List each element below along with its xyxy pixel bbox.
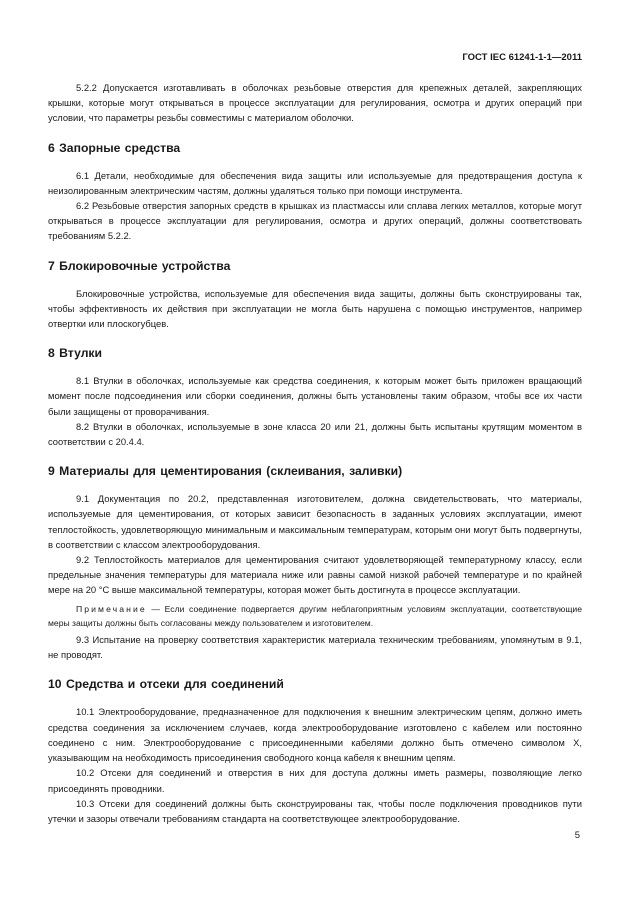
paragraph-6-2: 6.2 Резьбовые отверстия запорных средств в крышках из пластмассы или сплава легких металлов, которые могут открываться в процессе эксплуатации для регулирования, осмотра и других операций, должны соответствовать требованиям 5.2.2.: [48, 200, 582, 242]
note-text: — Если соединение подвергается другим неблагоприятным условиям эксплуатации, соответствующие меры защиты должны быть согласованы между пользователем и изготовителем.: [48, 603, 582, 628]
paragraph-10-2: 10.2 Отсеки для соединений и отверстия в них для доступа должны иметь размеры, позволяющие легко присоединять проводники.: [48, 767, 582, 794]
heading-section-7: 7 Блокировочные устройства: [48, 258, 231, 273]
page-number: 5: [574, 830, 580, 841]
paragraph-6-1: 6.1 Детали, необходимые для обеспечения вида защиты или используемые для предотвращения доступа к неизолированным электрическим частям, должны удаляться только при помощи инструмента.: [48, 169, 582, 196]
paragraph-9-1: 9.1 Документация по 20.2, представленная изготовителем, должна свидетельствовать, что материалы, используемые для цементирования, от которых зависит безопасность в заданных условиях эксплуатации, имеют теплостойкость, удовлетворяющую минимальным и максимальным температурам, которым они могут быть подвергнуты, в соответствии с классом электрооборудования.: [48, 493, 582, 550]
paragraph-10-1: 10.1 Электрооборудование, предназначенное для подключения к внешним электрическим цепям, должно иметь средства соединения за исключением случаев, когда электрооборудование изготовлено с кабелем или постоянно соединено с ним. Электрооборудование с присоединенными кабелями должно быть отмечено символом X, указывающим на необходимость присоединения свободного конца кабеля к внешним цепям.: [48, 706, 582, 764]
standard-header: ГОСТ IEC 61241-1-1—2011: [462, 52, 582, 63]
note-9: [48, 602, 582, 630]
heading-section-10: 10 Средства и отсеки для соединений: [48, 677, 284, 692]
paragraph-8-2: 8.2 Втулки в оболочках, используемые в зоне класса 20 или 21, должны быть испытаны крутящим моментом в соответствии с 20.4.4.: [48, 420, 582, 448]
paragraph-10-3: 10.3 Отсеки для соединений должны быть сконструированы так, чтобы после подключения проводников пути утечки и зазоры отвечали требованиям стандарта на соответствующее электрооборудование.: [48, 797, 582, 824]
paragraph-5-2-2: 5.2.2 Допускается изготавливать в оболочках резьбовые отверстия для крепежных деталей, закрепляющих крышки, которые могут открываться в процессе эксплуатации для регулирования, осмотра и других операций при условии, что параметры резьбы совместимы с материалом оболочки.: [48, 82, 582, 124]
heading-section-6: 6 Запорные средства: [48, 140, 181, 155]
paragraph-9-3: 9.3 Испытание на проверку соответствия характеристик материала техническим требованиям, упомянутым в 9.1, не проводят.: [48, 634, 582, 661]
paragraph-7: Блокировочные устройства, используемые для обеспечения вида защиты, должны быть сконструированы так, чтобы эффективность их действия при эксплуатации не могла быть нарушена с помощью инструментов, например отвертки или плоскогубцев.: [48, 287, 582, 330]
heading-section-9: 9 Материалы для цементирования (склеивания, заливки): [48, 464, 403, 479]
note-label: Примечание: [76, 603, 147, 614]
paragraph-9-2: 9.2 Теплостойкость материалов для цементирования считают удовлетворяющей температурному классу, если предельные значения температуры для материала ниже или равны самой низкой рабочей температуре и по крайней мере на 20 °С выше максимальной температуры, которая может быть достигнута в процессе эксплуатации.: [48, 554, 582, 596]
paragraph-8-1: 8.1 Втулки в оболочках, используемые как средства соединения, к которым может быть приложен вращающий момент после подсоединения или сборки соединения, должны быть установлены таким образом, чтобы все их части были защищены от проворачивания.: [48, 375, 582, 417]
heading-section-8: 8 Втулки: [48, 346, 103, 361]
page-body: [48, 80, 582, 826]
